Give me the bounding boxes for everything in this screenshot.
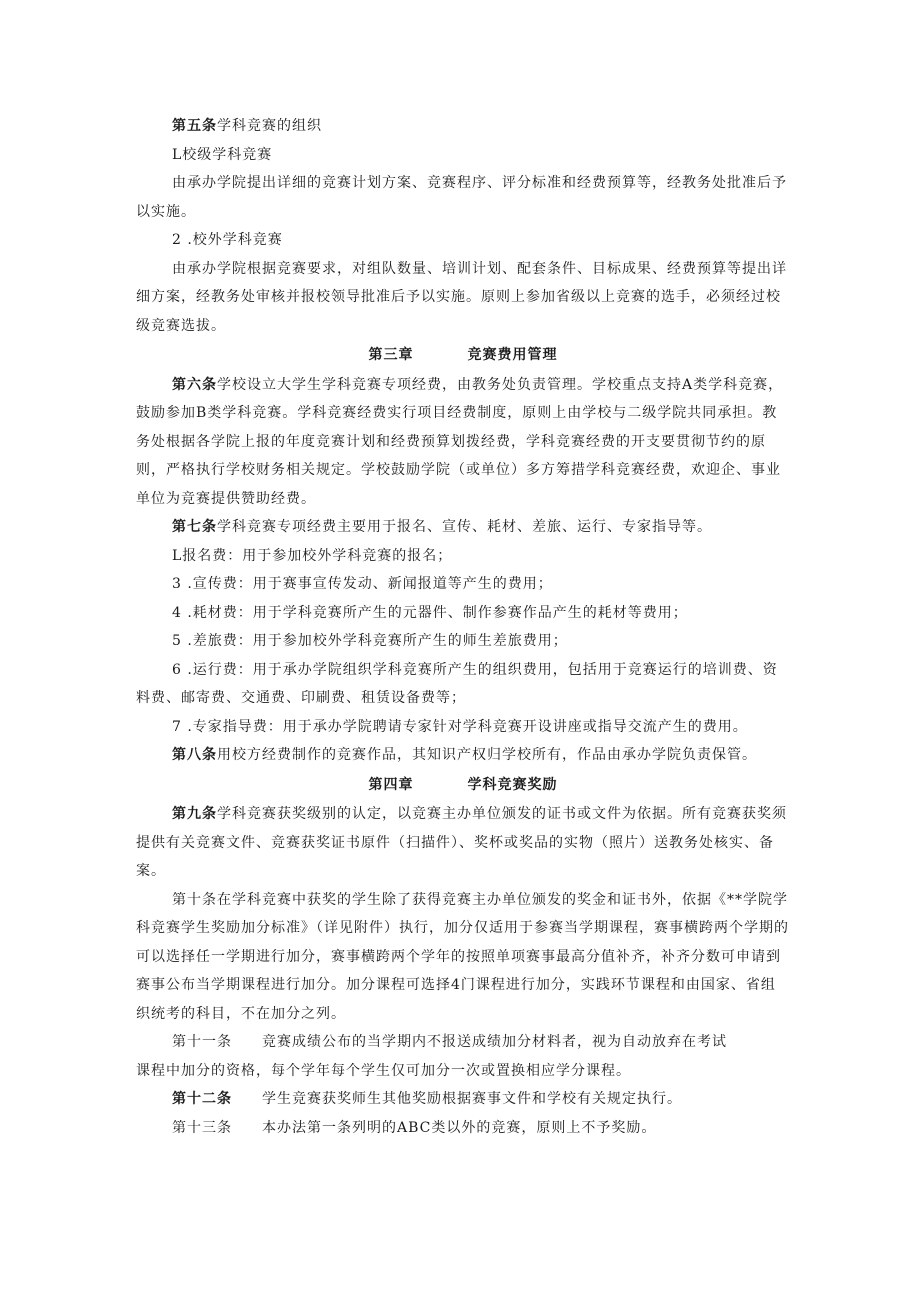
article-7-item: 6 .运行费：用于承办学院组织学科竞赛所产生的组织费用，包括用于竞赛运行的培训费、资料费、邮寄费、交通费、印刷费、租赁设备费等； bbox=[136, 661, 778, 706]
article-13-text: 本办法第一条列明的ABC类以外的竞赛，原则上不予奖励。 bbox=[262, 1119, 657, 1136]
article-7-item: 4 .耗材费：用于学科竞赛所产生的元器件、制作参赛作品产生的耗材等费用； bbox=[172, 604, 688, 621]
chapter-3-number: 第三章 bbox=[368, 347, 414, 363]
article-7-item: 5 .差旅费：用于参加校外学科竞赛所产生的师生差旅费用； bbox=[172, 633, 568, 649]
article-12 bbox=[136, 1085, 790, 1114]
article-11-line-2: 课程中加分的资格，每个学年每个学生仅可加分一次或置换相应学分课程。 bbox=[136, 1062, 631, 1079]
article-7-item: 3 .宣传费：用于赛事宣传发动、新闻报道等产生的费用； bbox=[172, 576, 553, 592]
article-10: 第十条在学科竞赛中获奖的学生除了获得竞赛主办单位颁发的奖金和证书外，依据《**学院学科竞赛学生奖励加分标准》（详见附件）执行，加分仅适用于参赛当学期课程，赛事横跨两个学期的可以选择任一学期进行加分，赛事横跨两个学年的按照单项赛事最高分值补齐，补齐分数可申请到赛事公布当学期课程进行加分。加分课程可选择4门课程进行加分，实践环节课程和由国家、省组织统考的科目，不在加分之列。 bbox=[136, 891, 789, 1022]
article-5-item-1-text: 由承办学院提出详细的竞赛计划方案、竞赛程序、评分标准和经费预算等，经教务处批准后予以实施。 bbox=[136, 175, 787, 220]
article-9 bbox=[136, 800, 790, 886]
article-12-text: 学生竞赛获奖师生其他奖励根据赛事文件和学校有关规定执行。 bbox=[262, 1091, 682, 1107]
article-8-label: 第八条 bbox=[172, 747, 217, 763]
chapter-3-title: 竞赛费用管理 bbox=[467, 347, 558, 363]
article-5-item-1: L校级学科竞赛 bbox=[172, 146, 273, 163]
article-7-label: 第七条 bbox=[172, 519, 217, 535]
article-12-label: 第十二条 bbox=[172, 1091, 232, 1107]
article-7 bbox=[136, 513, 790, 542]
article-5-label: 第五条 bbox=[172, 118, 217, 134]
article-5-item-2: 2 .校外学科竞赛 bbox=[172, 232, 283, 248]
article-7-item: L报名费：用于参加校外学科竞赛的报名； bbox=[172, 547, 453, 564]
article-6 bbox=[136, 371, 790, 514]
chapter-4-number: 第四章 bbox=[368, 776, 414, 793]
article-8-text: 用校方经费制作的竞赛作品，其知识产权归学校所有，作品由承办学院负责保管。 bbox=[217, 747, 757, 763]
chapter-4-title: 学科竞赛奖励 bbox=[467, 776, 558, 793]
article-11-text: 竞赛成绩公布的当学期内不报送成绩加分材料者，视为自动放弃在考试 bbox=[262, 1034, 727, 1050]
article-6-label: 第六条 bbox=[172, 376, 217, 393]
article-5-title: 学科竞赛的组织 bbox=[217, 118, 322, 134]
article-5-heading bbox=[136, 112, 790, 141]
chapter-4-heading bbox=[136, 771, 790, 800]
article-7-item: 7 .专家指导费：用于承办学院聘请专家针对学科竞赛开设讲座或指导交流产生的费用。 bbox=[172, 718, 748, 735]
article-8 bbox=[136, 741, 790, 770]
article-13 bbox=[136, 1114, 790, 1143]
article-9-text: 学科竞赛获奖级别的认定，以竞赛主办单位颁发的证书或文件为依据。所有竞赛获奖须提供有关竞赛文件、竞赛获奖证书原件（扫描件）、奖杯或奖品的实物（照片）送教务处核实、备案。 bbox=[136, 806, 787, 879]
article-9-label: 第九条 bbox=[172, 806, 217, 822]
article-13-label: 第十三条 bbox=[172, 1119, 232, 1136]
article-11-label: 第十一条 bbox=[172, 1034, 232, 1050]
chapter-3-heading bbox=[136, 341, 790, 370]
article-6-text: 学校设立大学生学科竞赛专项经费，由教务处负责管理。学校重点支持A类学科竞赛，鼓励参加B类学科竞赛。学科竞赛经费实行项目经费制度，原则上由学校与二级学院共同承担。教务处根据各学院上报的年度竞赛计划和经费预算划拨经费，学科竞赛经费的开支要贯彻节约的原则，严格执行学校财务相关规定。学校鼓励学院（或单位）多方筹措学科竞赛经费，欢迎企、事业单位为竞赛提供赞助经费。 bbox=[136, 376, 784, 507]
article-5-item-2-text: 由承办学院根据竞赛要求，对组队数量、培训计划、配套条件、目标成果、经费预算等提出详细方案，经教务处审核并报校领导批准后予以实施。原则上参加省级以上竞赛的选手，必须经过校级竞赛选拔。 bbox=[136, 260, 787, 334]
article-7-text: 学科竞赛专项经费主要用于报名、宣传、耗材、差旅、运行、专家指导等。 bbox=[217, 519, 712, 535]
article-11-line-1 bbox=[136, 1028, 790, 1057]
document-page bbox=[136, 112, 790, 1142]
